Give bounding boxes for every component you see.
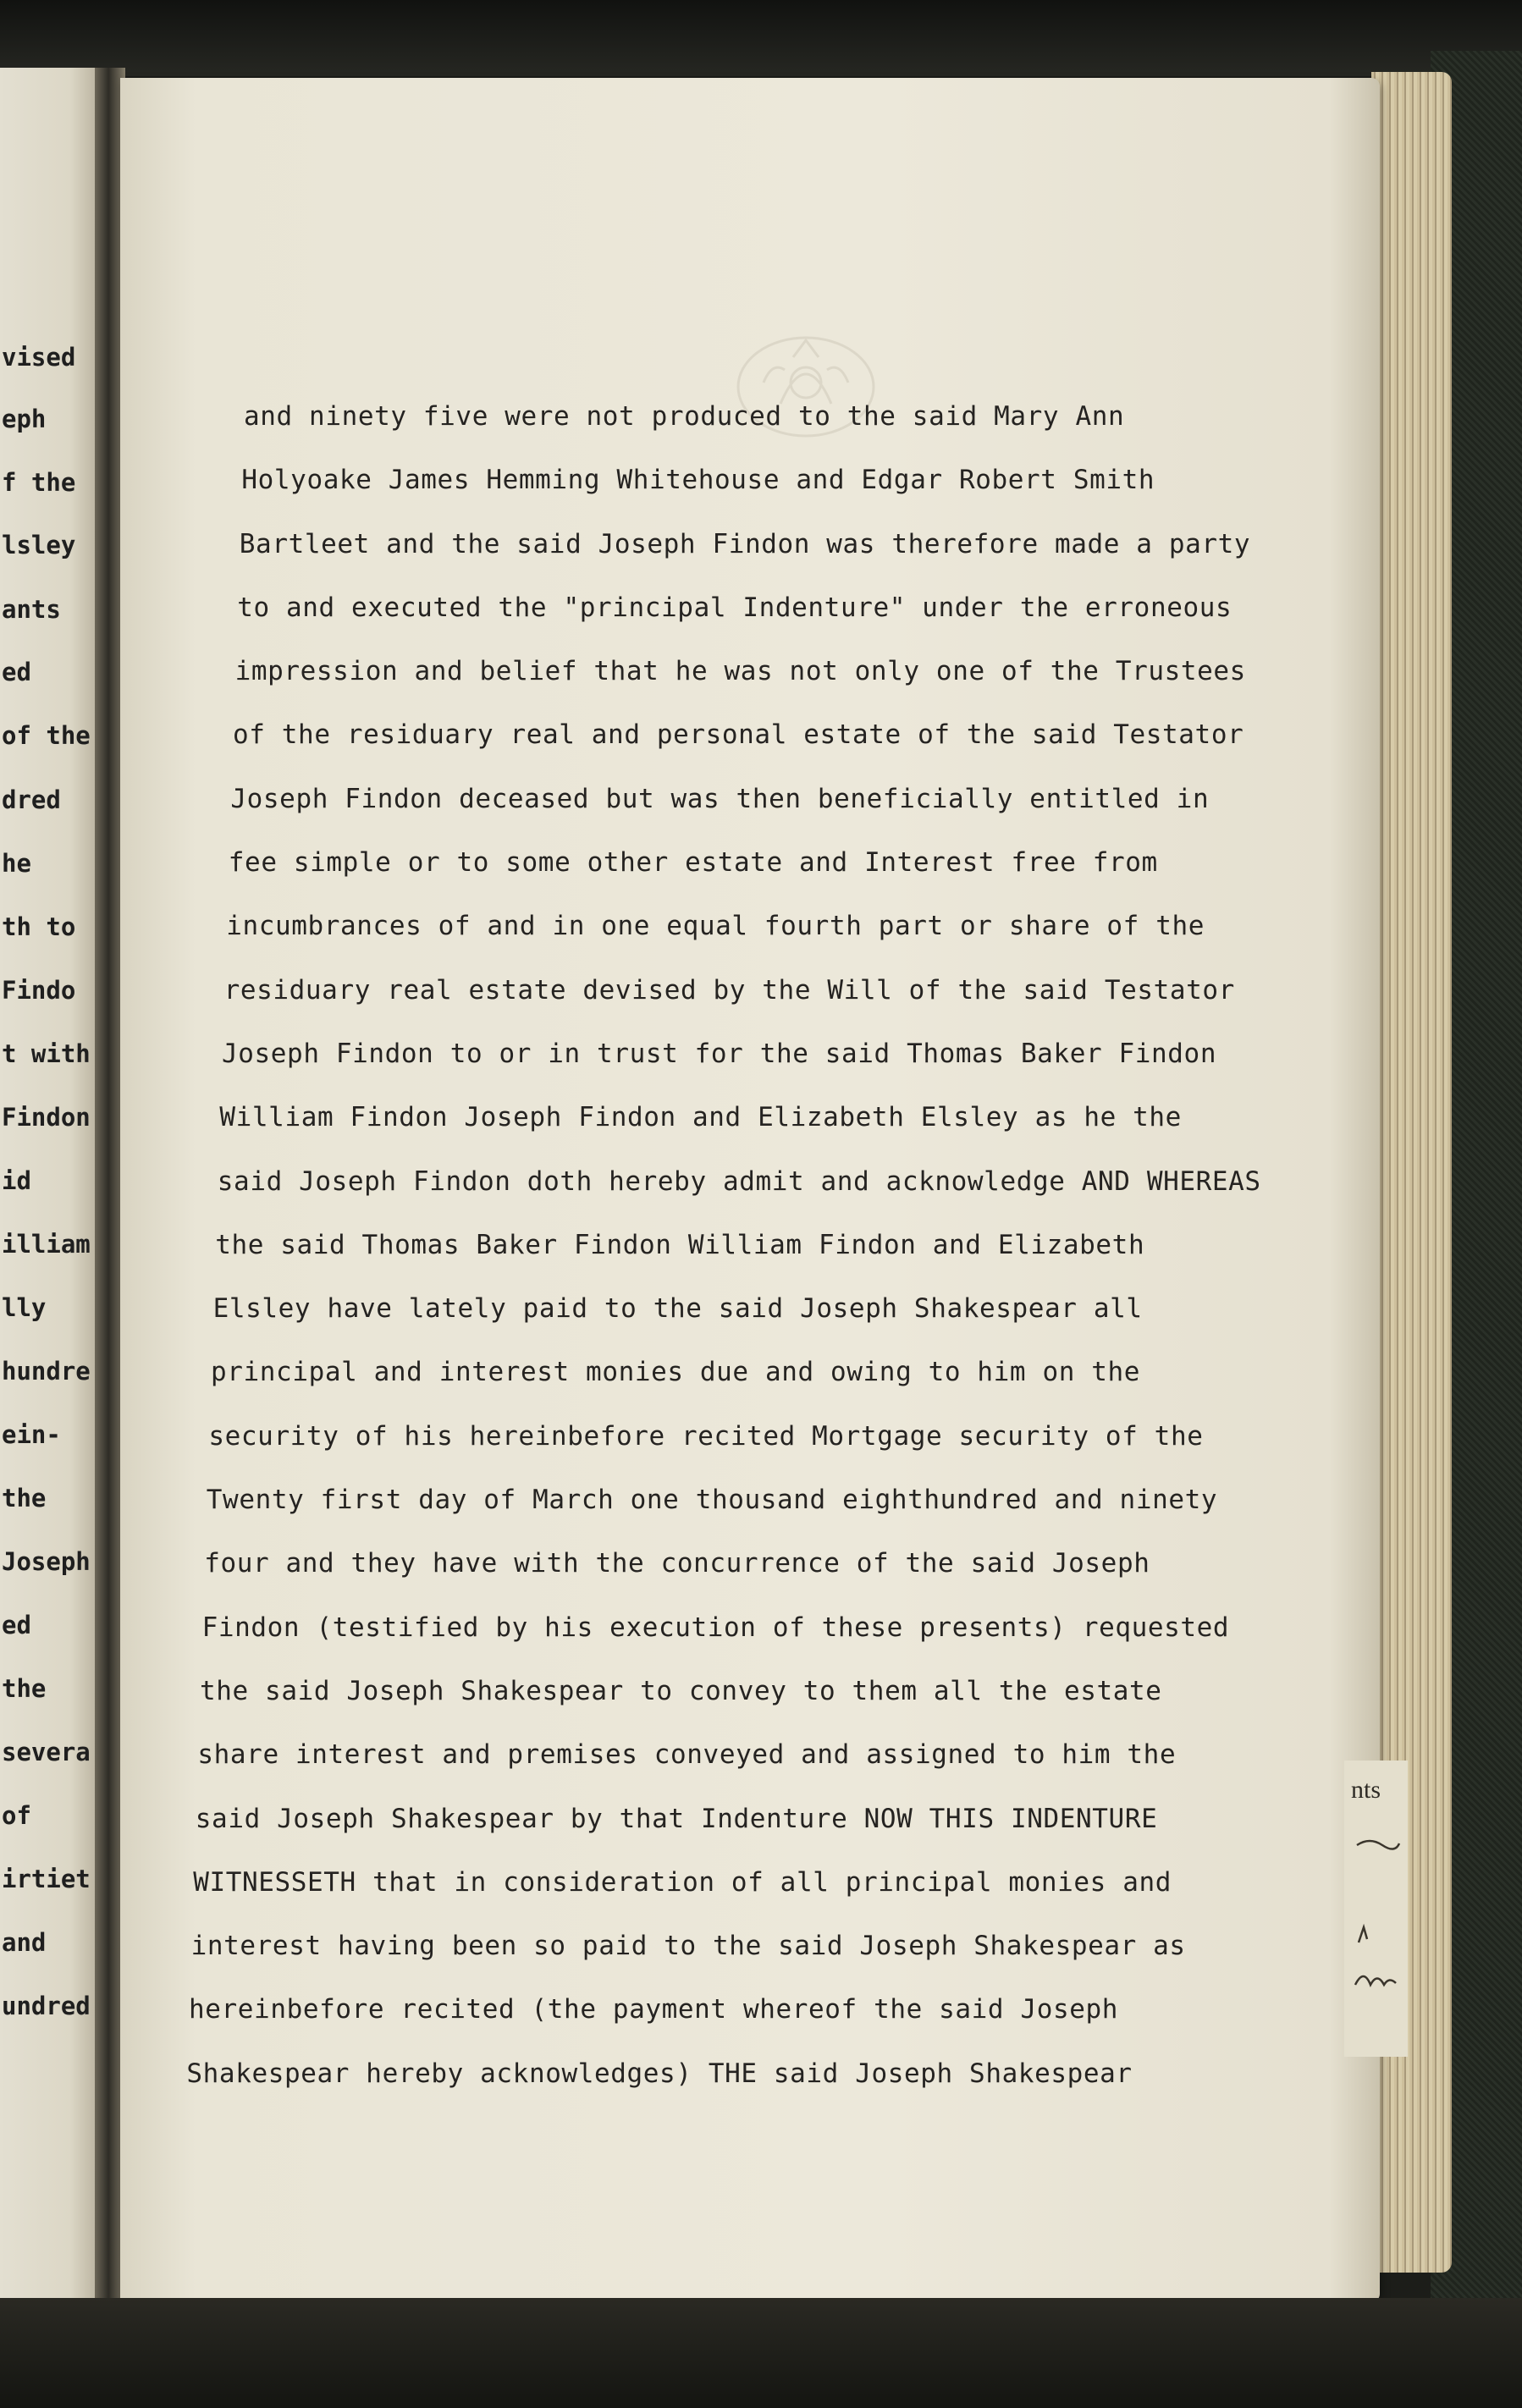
text-line: fee simple or to some other estate and Interest free from [228, 847, 1158, 879]
left-page-fragment: undred [2, 1992, 91, 2020]
text-line: impression and belief that he was not only one of the Trustees [234, 656, 1246, 687]
handwritten-marks-icon [1348, 1820, 1403, 2040]
left-page-fragment: of [2, 1801, 31, 1830]
left-page-fragment: ein- [2, 1420, 61, 1449]
text-line: interest having been so paid to the said Joseph Shakespear as [190, 1931, 1186, 1962]
text-line: to and executed the "principal Indenture" under the erroneous [237, 592, 1232, 623]
left-page-fragment: Joseph [2, 1547, 91, 1576]
text-line: William Findon Joseph Findon and Elizabeth Elsley as he the [219, 1102, 1182, 1133]
text-line: Joseph Findon to or in trust for the said Thomas Baker Findon [222, 1038, 1217, 1069]
book-binding-bottom [0, 2298, 1522, 2408]
text-line: said Joseph Shakespear by that Indenture NOW THIS INDENTURE [195, 1803, 1158, 1834]
text-line: Holyoake James Hemming Whitehouse and Edgar Robert Smith [241, 465, 1155, 496]
left-page-fragment: t with [2, 1039, 91, 1068]
text-line: Bartleet and the said Joseph Findon was therefore made a party [239, 528, 1251, 559]
left-page-fragment: ed [2, 1611, 31, 1639]
text-line: WITNESSETH that in consideration of all principal monies and [193, 1866, 1172, 1898]
right-page-fragment: nts [1351, 1776, 1381, 1804]
left-page-fragment: Findon [2, 1103, 91, 1132]
left-page-fragment: irtiet [2, 1865, 91, 1893]
left-page-fragment: lly [2, 1293, 47, 1322]
document-body [186, 385, 1319, 2106]
left-page-fragment: ants [2, 595, 61, 624]
text-line: Findon (testified by his execution of these presents) requested [201, 1612, 1230, 1643]
left-page-fragment: and [2, 1928, 47, 1957]
left-page-fragment: the [2, 1484, 47, 1513]
text-line: the said Thomas Baker Findon William Findon and Elizabeth [215, 1229, 1145, 1260]
left-page-fragment: dred [2, 785, 61, 814]
text-line: Elsley have lately paid to the said Joseph Shakespear all [212, 1293, 1143, 1325]
left-page-fragment: vised [2, 343, 76, 372]
text-line: of the residuary real and personal estate of the said Testator [233, 719, 1244, 751]
text-line: residuary real estate devised by the Will of the said Testator [223, 974, 1235, 1006]
left-page-fragment: hundre [2, 1357, 91, 1386]
left-page [0, 68, 100, 2302]
left-page-fragment: lsley [2, 531, 76, 559]
left-page-fragment: f the [2, 468, 76, 497]
text-line: hereinbefore recited (the payment whereof the said Joseph [189, 1994, 1119, 2025]
text-line: incumbrances of and in one equal fourth part or share of the [226, 911, 1205, 942]
left-page-fragment: id [2, 1166, 31, 1195]
left-page-fragment: he [2, 849, 31, 878]
left-page-fragment: ed [2, 658, 31, 686]
text-line: four and they have with the concurrence of the said Joseph [204, 1548, 1150, 1579]
text-line: and ninety five were not produced to the said Mary Ann [244, 401, 1125, 432]
left-page-fragment: Findo [2, 976, 76, 1005]
left-page-fragment: of the [2, 721, 91, 750]
text-line: the said Joseph Shakespear to convey to them all the estate [200, 1675, 1162, 1706]
text-line: security of his hereinbefore recited Mortgage security of the [208, 1420, 1204, 1452]
text-line: Joseph Findon deceased but was then beneficially entitled in [230, 783, 1210, 814]
text-line: Twenty first day of March one thousand eighthundred and ninety [206, 1485, 1218, 1516]
left-page-fragment: the [2, 1674, 47, 1703]
left-page-fragment: eph [2, 405, 47, 433]
text-line: share interest and premises conveyed and assigned to him the [197, 1739, 1177, 1771]
text-line: principal and interest monies due and owing to him on the [211, 1357, 1141, 1388]
text-line: Shakespear hereby acknowledges) THE said Joseph Shakespear [186, 2058, 1133, 2089]
left-page-fragment: illiam [2, 1230, 91, 1259]
left-page-fragment: severa [2, 1738, 91, 1766]
left-page-fragment: th to [2, 912, 76, 941]
right-page-margin [1344, 1761, 1408, 2057]
text-line: said Joseph Findon doth hereby admit and acknowledge AND WHEREAS [217, 1165, 1261, 1197]
book-binding-top [0, 0, 1522, 76]
